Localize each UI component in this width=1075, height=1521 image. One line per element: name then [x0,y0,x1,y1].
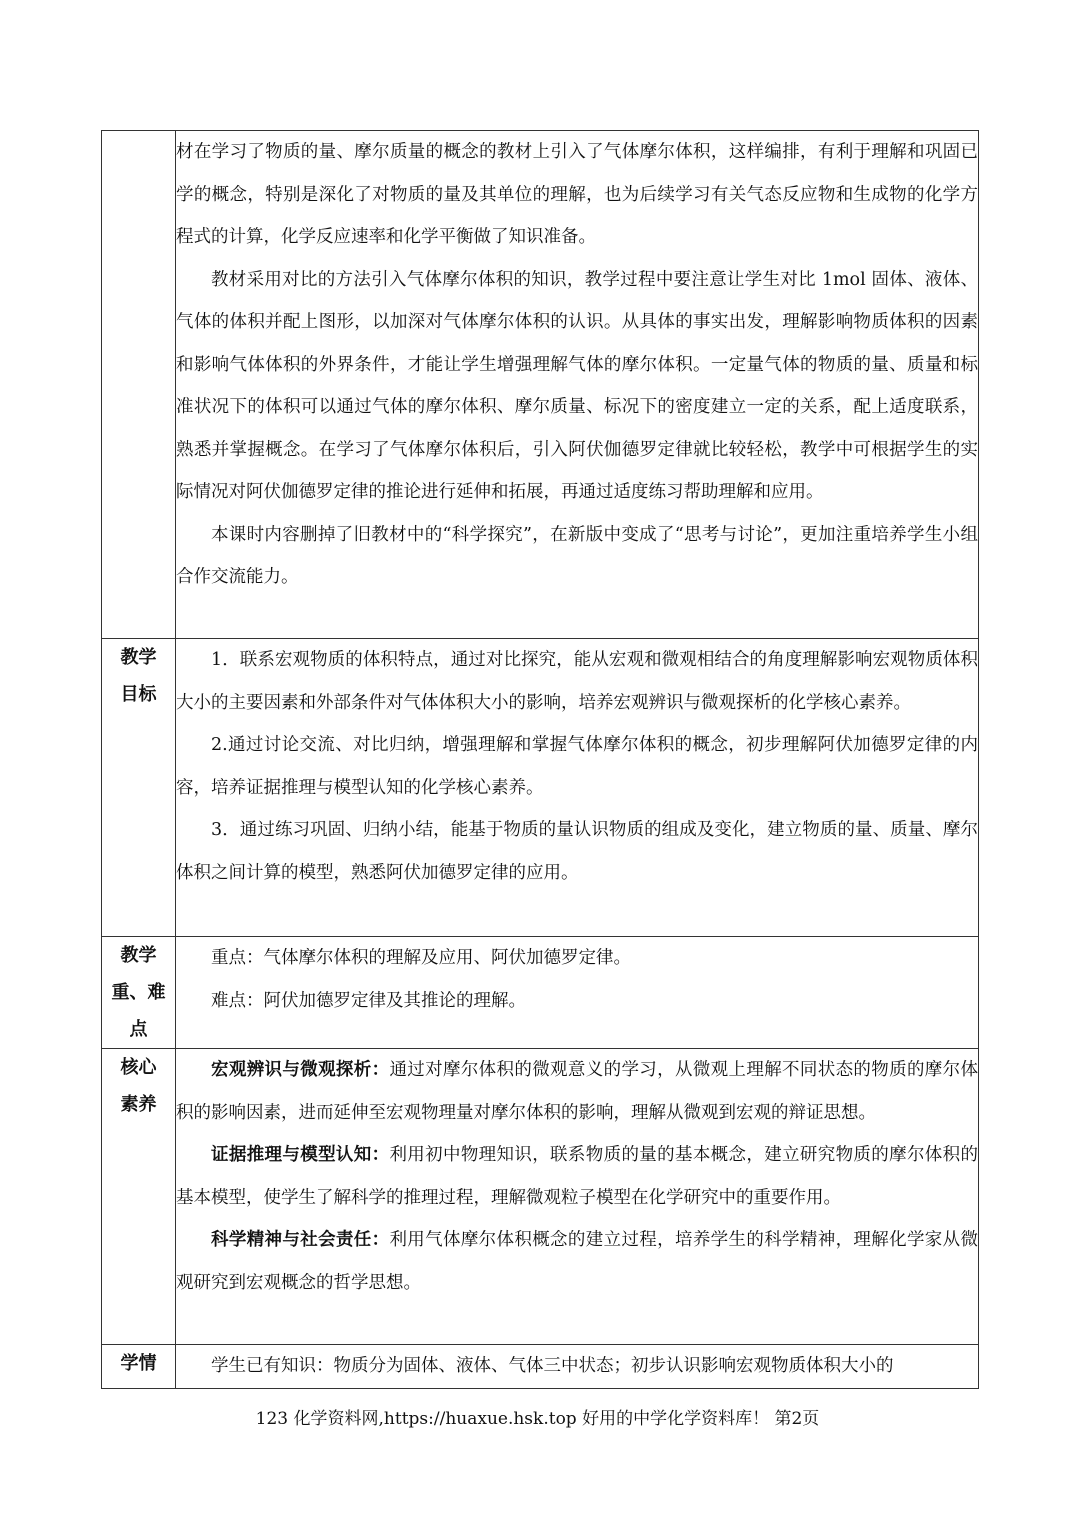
key-points-label [102,937,176,1049]
difficult-point: 难点：阿伏加德罗定律及其推论的理解。 [211,990,526,1011]
literacy-item-3 [176,1219,978,1304]
analysis-paragraph-1: 材在学习了物质的量、摩尔质量的概念的教材上引入了气体摩尔体积，这样编排，有利于理解和巩固已学的概念，特别是深化了对物质的量及其单位的理解，也为后续学习有关气态反应物和生成物的化学方程式的计算，化学反应速率和化学平衡做了知识准备。 [176,142,978,247]
literacy-item-text: 利用初中物理知识，联系物质的量的基本概念，建立研究物质的摩尔体积的基本模型，使学生了解科学的推理过程，理解微观粒子模型在化学研究中的重要作用。 [176,1145,978,1208]
key-points-row [102,937,979,1049]
literacy-label [102,1049,176,1345]
literacy-item-title: 科学精神与社会责任： [211,1230,390,1250]
key-point: 重点：气体摩尔体积的理解及应用、阿伏加德罗定律。 [211,948,631,968]
literacy-label-line-2: 素养 [120,1094,157,1115]
lesson-plan-table [101,130,979,1389]
analysis-content [176,131,979,639]
literacy-item-1 [176,1049,978,1134]
literacy-content [176,1049,979,1345]
key-points-label-line-3: 点 [129,1019,148,1040]
situation-label: 学情 [102,1345,176,1389]
goal-item-2: 2.通过讨论交流、对比归纳，增强理解和掌握气体摩尔体积的概念，初步理解阿伏加德罗定律的内容，培养证据推理与模型认知的化学核心素养。 [176,735,978,798]
situation-paragraph-1: 学生已有知识：物质分为固体、液体、气体三中状态；初步认识影响宏观物质体积大小的 [211,1356,894,1376]
goals-label-line-1: 教学 [120,647,157,668]
goals-row [102,639,979,937]
goals-content [176,639,979,937]
key-points-label-line-1: 教学 [120,945,157,966]
goals-label-line-2: 目标 [120,684,157,705]
key-points-content [176,937,979,1049]
analysis-label [102,131,176,639]
analysis-row [102,131,979,639]
literacy-row [102,1049,979,1345]
literacy-label-line-1: 核心 [120,1057,157,1078]
situation-row [102,1345,979,1389]
key-points-label-line-2: 重、难 [111,982,166,1003]
analysis-paragraph-2: 教材采用对比的方法引入气体摩尔体积的知识，教学过程中要注意让学生对比 1mol 固体、液体、气体的体积并配上图形，以加深对气体摩尔体积的认识。从具体的事实出发，理解影响物质体积的因素和影响气体体积的外界条件，才能让学生增强理解气体的摩尔体积。一定量气体的物质的量、质量和标准状况下的体积可以通过气体的摩尔体积、摩尔质量、标况下的密度建立一定的关系，配上适度联系，熟悉并掌握概念。在学习了气体摩尔体积后，引入阿伏伽德罗定律就比较轻松，教学中可根据学生的实际情况对阿伏伽德罗定律的推论进行延伸和拓展，再通过适度练习帮助理解和应用。 [176,269,978,502]
literacy-item-2 [176,1134,978,1219]
goals-label [102,639,176,937]
literacy-item-title: 证据推理与模型认知： [211,1145,390,1165]
page-footer: 123 化学资料网,https://huaxue.hsk.top 好用的中学化学资料库！ 第2页 [255,1409,820,1429]
goal-item-1: 1．联系宏观物质的体积特点，通过对比探究，能从宏观和微观相结合的角度理解影响宏观物质体积大小的主要因素和外部条件对气体体积大小的影响，培养宏观辨识与微观探析的化学核心素养。 [176,650,978,713]
literacy-item-title: 宏观辨识与微观探析： [211,1060,390,1080]
analysis-paragraph-3: 本课时内容删掉了旧教材中的“科学探究”，在新版中变成了“思考与讨论”，更加注重培养学生小组合作交流能力。 [176,524,978,587]
situation-content [176,1345,979,1389]
goal-item-3: 3．通过练习巩固、归纳小结，能基于物质的量认识物质的组成及变化，建立物质的量、质量、摩尔体积之间计算的模型，熟悉阿伏加德罗定律的应用。 [176,820,978,883]
literacy-item-text: 通过对摩尔体积的微观意义的学习，从微观上理解不同状态的物质的摩尔体积的影响因素，进而延伸至宏观物理量对摩尔体积的影响，理解从微观到宏观的辩证思想。 [176,1060,978,1123]
literacy-item-text: 利用气体摩尔体积概念的建立过程，培养学生的科学精神，理解化学家从微观研究到宏观概念的哲学思想。 [176,1230,978,1293]
